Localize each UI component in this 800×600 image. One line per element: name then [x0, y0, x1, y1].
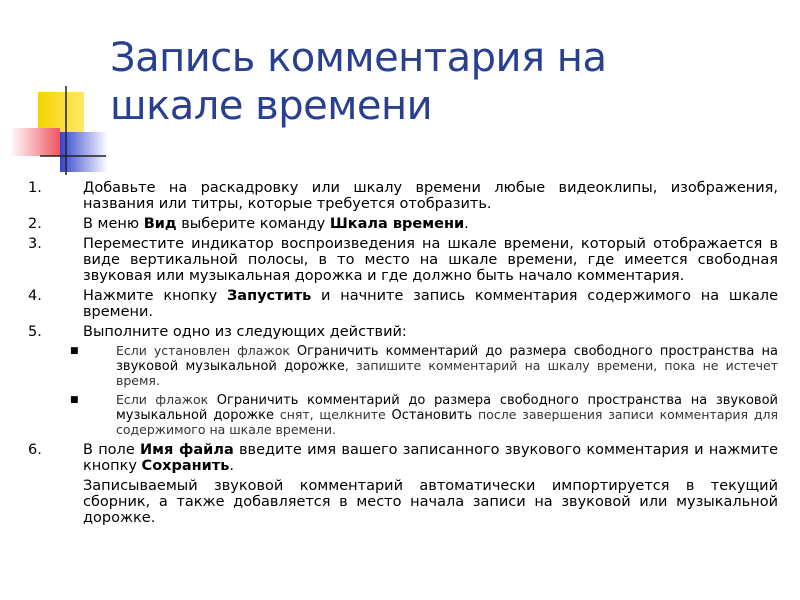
step-number: 2. [28, 216, 42, 232]
text-span: В поле [83, 442, 140, 458]
step-number: 6. [28, 442, 42, 458]
step-item [28, 180, 778, 212]
substep-item [70, 393, 778, 437]
step-number: 3. [28, 236, 42, 252]
step-text [83, 288, 778, 320]
button-name: Сохранить [141, 458, 230, 474]
command-name: Шкала времени [329, 216, 465, 232]
text-span: , запишите комментарий на шкалу времени, пока не истечет время. [116, 358, 778, 388]
text-span: и начните запись комментария содержимого на шкале времени. [83, 288, 778, 320]
square-bullet-icon: ■ [70, 346, 79, 356]
menu-name: Вид [143, 216, 177, 232]
red-square [10, 128, 60, 156]
step-text: Переместите индикатор воспроизведения на шкале времени, который отображается в виде вертикальной полосы, в то место на шкале времени, где имеется свободная звуковая или музыкальная дорожка и где должно быть начало комментария. [83, 236, 778, 284]
steps-list [28, 180, 778, 526]
blue-square [60, 132, 108, 172]
step-text: Выполните одно из следующих действий: [83, 324, 407, 340]
substep-text [116, 344, 778, 388]
field-name: Имя файла [140, 442, 234, 458]
square-bullet-icon: ■ [70, 395, 79, 405]
option-name: Ограничить комментарий до размера свободного пространства на звуковой музыкальной дорожке [116, 344, 778, 374]
step-note: Записываемый звуковой комментарий автоматически импортируется в текущий сборник, а также добавляется в место начала записи на звуковой или музыкальной дорожке. [83, 478, 778, 526]
button-name: Остановить [391, 408, 473, 423]
step-item [28, 288, 778, 320]
decorative-squares-logo [0, 0, 110, 175]
text-span: Если флажок [116, 392, 217, 407]
text-span: . [229, 458, 235, 474]
step-text [83, 442, 778, 474]
step-number: 4. [28, 288, 42, 304]
text-span: введите имя вашего записанного звукового комментария и нажмите кнопку [83, 442, 778, 474]
slide-title [110, 34, 770, 130]
title-line-2: шкале времени [110, 83, 433, 129]
text-span: Если установлен флажок [116, 343, 297, 358]
step-number: 5. [28, 324, 42, 340]
text-span: . [464, 216, 469, 232]
text-span: В меню [83, 216, 144, 232]
button-name: Запустить [227, 288, 312, 304]
step-text [83, 216, 778, 232]
title-line-1: Запись комментария на [110, 35, 607, 81]
step-number: 1. [28, 180, 42, 196]
step-item [28, 324, 778, 340]
step-item [28, 442, 778, 474]
substep-item [70, 344, 778, 388]
step-item [28, 216, 778, 232]
option-name: Ограничить комментарий до размера свободного пространства на звуковой музыкальной дорожке [116, 393, 778, 423]
text-span: снят, щелкните [274, 407, 392, 422]
step-item [28, 236, 778, 284]
text-span: Нажмите кнопку [83, 288, 227, 304]
text-span: после завершения записи комментария для содержимого на шкале времени. [116, 407, 778, 437]
step-text: Добавьте на раскадровку или шкалу времени любые видеоклипы, изображения, названия или титры, которые требуется отобразить. [83, 180, 778, 212]
substep-text [116, 393, 778, 437]
text-span: выберите команду [176, 216, 330, 232]
